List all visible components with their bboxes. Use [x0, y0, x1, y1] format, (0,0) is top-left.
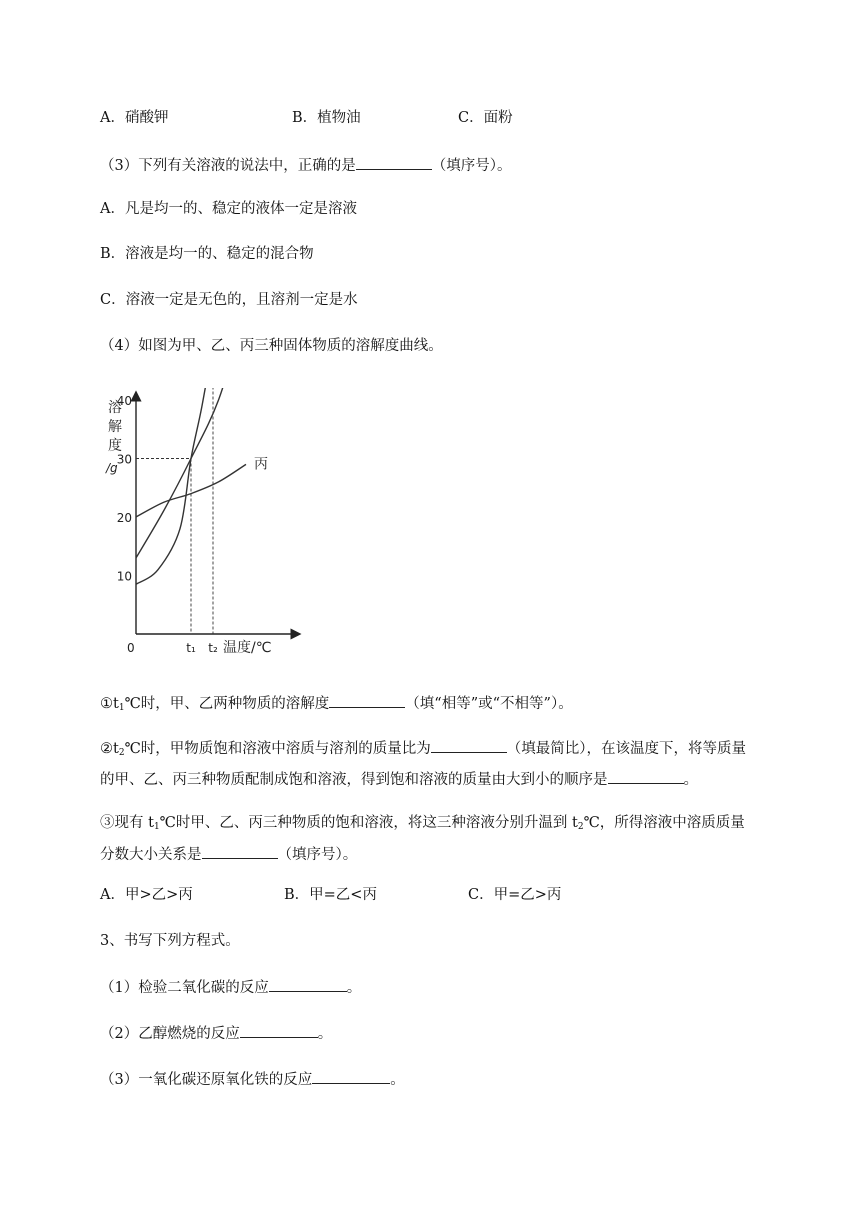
q3-option-c: C．溶液一定是无色的，且溶剂一定是水 — [100, 292, 358, 308]
q3-stem — [100, 154, 511, 176]
answer-blank[interactable] — [329, 692, 405, 708]
sub2-text-2: （填最简比），在该温度下，将等质量 — [506, 741, 747, 757]
answer-blank[interactable] — [269, 976, 347, 992]
q3-stem-text: （3）下列有关溶液的说法中，正确的是 — [100, 158, 356, 174]
answer-blank[interactable] — [202, 843, 278, 859]
sub2-suffix: 。 — [683, 772, 698, 788]
x-axis-label: 温度/℃ — [223, 640, 272, 656]
sub3-text-2: ℃，所得溶液中溶质质量 — [583, 815, 745, 831]
q4-sub3-line2 — [100, 843, 357, 865]
y-tick-label: 30 — [116, 452, 132, 467]
sub1-subscript: 1 — [118, 703, 125, 713]
answer-blank[interactable] — [431, 737, 507, 753]
q4-sub2-line2 — [100, 768, 698, 790]
sub2-prefix: ②t — [100, 741, 119, 757]
sub3-text: ℃时甲、乙、丙三种物质的饱和溶液，将这三种溶液分别升温到 t — [159, 815, 578, 831]
answer-blank[interactable] — [312, 1068, 390, 1084]
y-axis-label-char: 度 — [108, 438, 122, 454]
equation-item-3 — [100, 1068, 405, 1090]
y-axis-label-char: 溶 — [108, 400, 122, 416]
answer-blank[interactable] — [608, 768, 684, 784]
q2-options — [100, 108, 513, 128]
solubility-chart — [96, 388, 306, 664]
equation-item-1 — [100, 976, 361, 998]
y-axis-label-char: 解 — [108, 419, 122, 435]
answer-blank[interactable] — [240, 1022, 318, 1038]
option-b: B．甲=乙<丙 — [284, 887, 377, 903]
sub1-text: ℃时，甲、乙两种物质的溶解度 — [124, 696, 330, 712]
option-c: C．面粉 — [458, 110, 513, 126]
sub3-text-3: 分数大小关系是 — [100, 847, 202, 863]
sub3-subscript-1: 1 — [153, 822, 160, 832]
x-tick-label: t₂ — [208, 641, 218, 655]
series-line-甲 — [136, 388, 232, 584]
q3-stem-suffix: （填序号）。 — [431, 158, 512, 174]
series-line-乙 — [136, 388, 243, 558]
option-b: B．植物油 — [292, 110, 361, 126]
option-c: C．甲=乙>丙 — [468, 887, 562, 903]
sub3-prefix: ③现有 t — [100, 815, 154, 831]
origin-label: 0 — [127, 641, 135, 655]
sub1-prefix: ①t — [100, 696, 119, 712]
sub2-text-3: 的甲、乙、丙三种物质配制成饱和溶液，得到饱和溶液的质量由大到小的顺序是 — [100, 772, 608, 788]
sub2-text: ℃时，甲物质饱和溶液中溶质与溶剂的质量比为 — [124, 741, 431, 757]
q4-stem: （4）如图为甲、乙、丙三种固体物质的溶解度曲线。 — [100, 338, 443, 354]
q3-option-a: A．凡是均一的、稳定的液体一定是溶液 — [100, 201, 357, 217]
series-label: 丙 — [254, 456, 268, 473]
equation-suffix: 。 — [346, 980, 362, 996]
equation-suffix: 。 — [317, 1026, 333, 1042]
equation-text: （2）乙醇燃烧的反应 — [100, 1026, 240, 1042]
section-3-title: 3、书写下列方程式。 — [100, 933, 240, 949]
y-tick-label: 40 — [116, 394, 132, 408]
y-axis-unit: /g — [106, 461, 118, 475]
chart-labels — [105, 388, 271, 656]
answer-blank[interactable] — [356, 154, 432, 170]
sub3-subscript-2: 2 — [577, 822, 584, 832]
option-a: A．甲>乙>丙 — [100, 887, 193, 903]
q4-sub3-line1 — [100, 813, 745, 837]
x-tick-label: t₁ — [186, 641, 196, 655]
equation-item-2 — [100, 1022, 332, 1044]
equation-text: （3）一氧化碳还原氧化铁的反应 — [100, 1072, 313, 1088]
sub2-subscript: 2 — [118, 748, 125, 758]
q4-sub1 — [100, 692, 573, 718]
q4-sub2-line1 — [100, 737, 746, 763]
sub1-suffix: （填“相等”或“不相等”）。 — [405, 696, 573, 712]
chart-axes — [136, 396, 296, 634]
sub3-suffix: （填序号）。 — [277, 847, 358, 863]
q3-option-b: B．溶液是均一的、稳定的混合物 — [100, 246, 314, 262]
equation-text: （1）检验二氧化碳的反应 — [100, 980, 269, 996]
option-a: A．硝酸钾 — [100, 110, 169, 126]
y-tick-label: 20 — [116, 511, 132, 525]
y-tick-label: 10 — [116, 569, 132, 584]
equation-suffix: 。 — [390, 1072, 405, 1088]
q4-options — [100, 885, 561, 905]
